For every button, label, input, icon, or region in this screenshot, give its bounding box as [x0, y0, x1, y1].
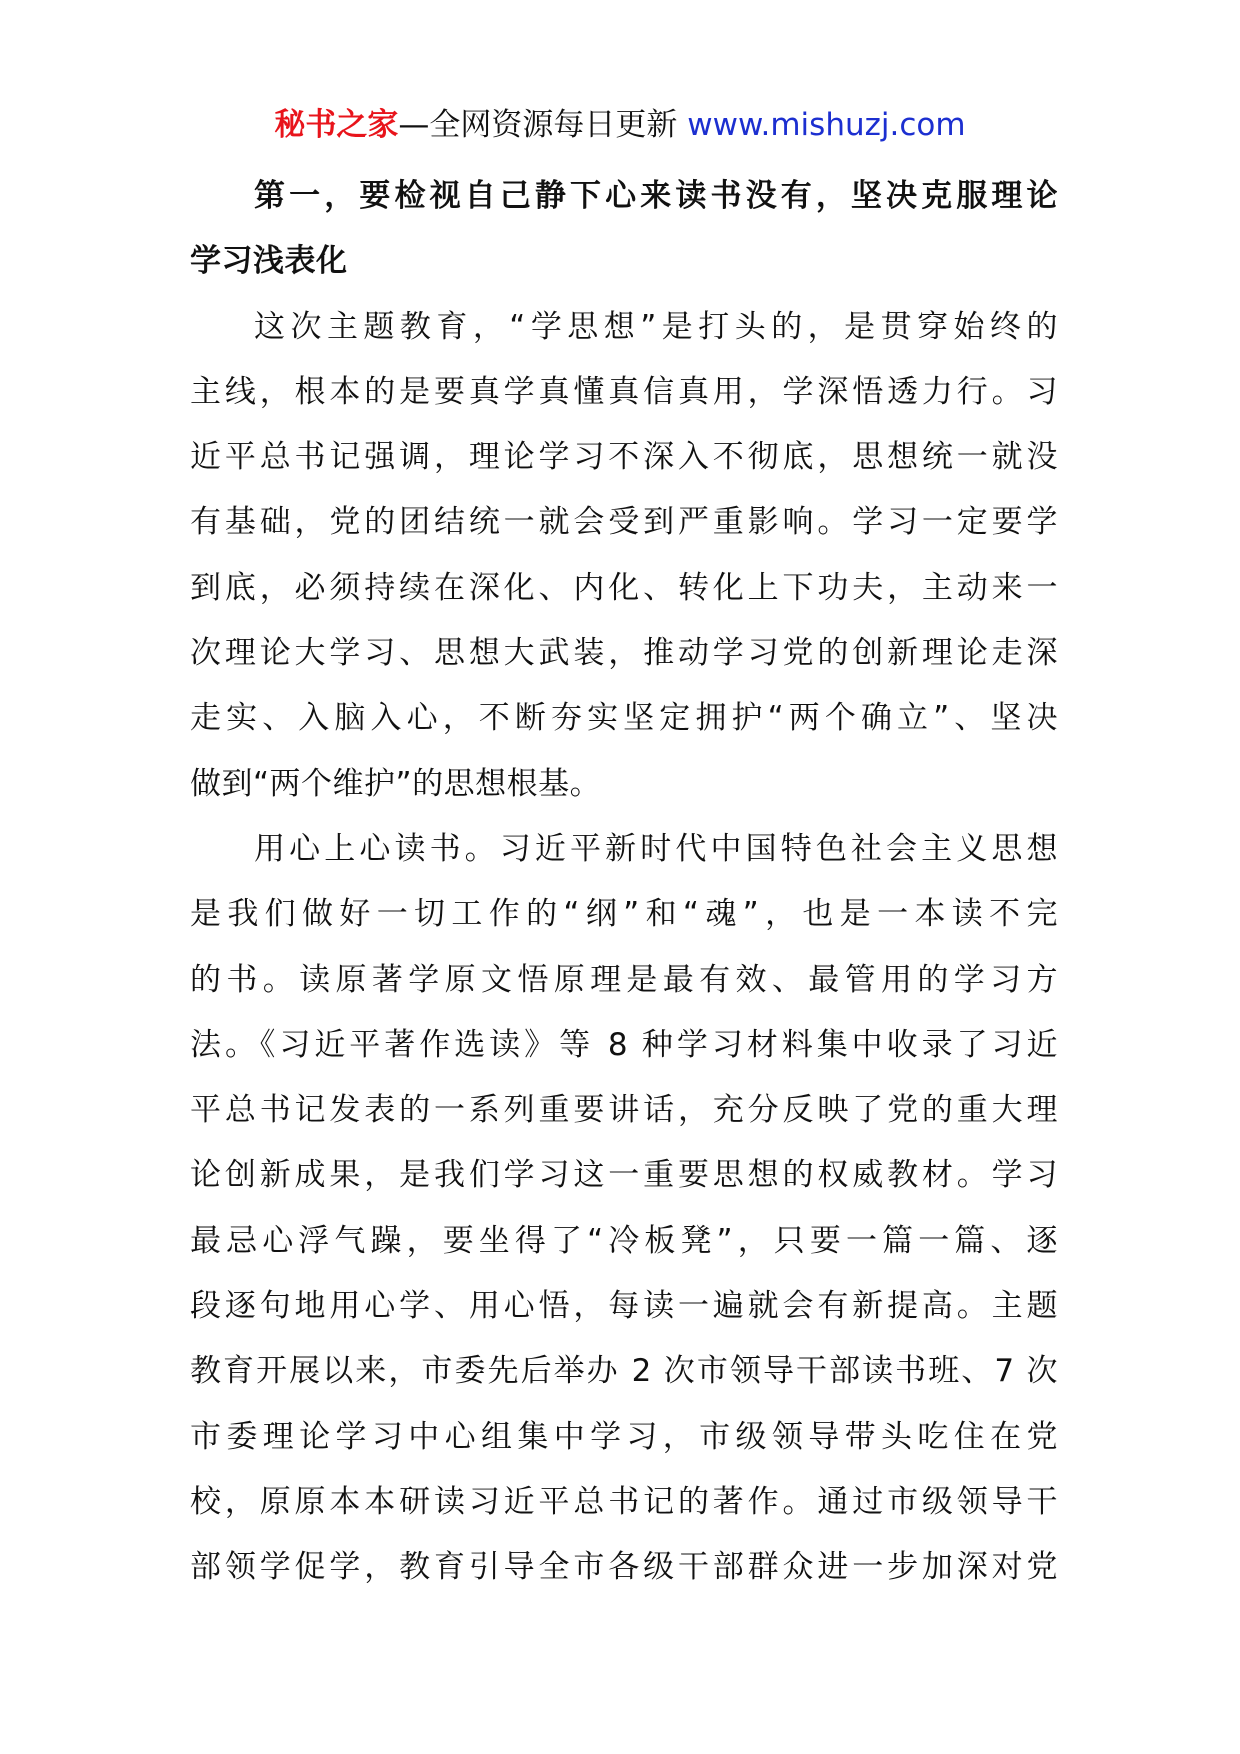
header-slogan: —全网资源每日更新: [398, 107, 688, 143]
paragraph-line: 这次主题教育，“学思想”是打头的，是贯穿始终的: [254, 308, 1058, 345]
page-header: [0, 100, 1240, 150]
paragraph-line: 的书。读原著学原文悟原理是最有效、最管用的学习方: [190, 961, 1058, 998]
paragraph-line: 论创新成果，是我们学习这一重要思想的权威教材。学习: [190, 1157, 1058, 1194]
paragraph-line: 段逐句地用心学、用心悟，每读一遍就会有新提高。主题: [190, 1288, 1058, 1325]
section-heading-line: 学习浅表化: [190, 243, 348, 280]
paragraph-line: 法。《习近平著作选读》等 8 种学习材料集中收录了习近: [190, 1026, 1058, 1063]
section-heading-line: 第一，要检视自己静下心来读书没有，坚决克服理论: [254, 178, 1058, 214]
paragraph-line: 做到“两个维护”的思想根基。: [190, 765, 602, 802]
paragraph-line: 平总书记发表的一系列重要讲话，充分反映了党的重大理: [190, 1092, 1058, 1129]
paragraph-line: 近平总书记强调，理论学习不深入不彻底，思想统一就没: [190, 439, 1058, 476]
paragraph-line: 用心上心读书。习近平新时代中国特色社会主义思想: [254, 830, 1058, 867]
paragraph-line: 最忌心浮气躁，要坐得了“冷板凳”，只要一篇一篇、逐: [190, 1222, 1058, 1259]
paragraph-line: 有基础，党的团结统一就会受到严重影响。学习一定要学: [190, 504, 1058, 541]
paragraph-line: 市委理论学习中心组集中学习，市级领导带头吃住在党: [190, 1418, 1058, 1455]
paragraph-line: 走实、入脑入心，不断夯实坚定拥护“两个确立”、坚决: [190, 700, 1058, 737]
paragraph-line: 是我们做好一切工作的“纲”和“魂”，也是一本读不完: [190, 896, 1058, 933]
website-url[interactable]: www.mishuzj.com: [687, 107, 966, 143]
paragraph-line: 部领学促学，教育引导全市各级干部群众进一步加深对党: [190, 1549, 1058, 1586]
brand-name: 秘书之家: [274, 107, 399, 143]
paragraph-line: 教育开展以来，市委先后举办 2 次市领导干部读书班、7 次: [190, 1353, 1058, 1390]
paragraph-line: 主线，根本的是要真学真懂真信真用，学深悟透力行。习: [190, 373, 1058, 410]
document-body: [190, 164, 1058, 1601]
paragraph-line: 校，原原本本研读习近平总书记的著作。通过市级领导干: [190, 1483, 1058, 1520]
paragraph-line: 次理论大学习、思想大武装，推动学习党的创新理论走深: [190, 635, 1058, 672]
paragraph-line: 到底，必须持续在深化、内化、转化上下功夫，主动来一: [190, 569, 1058, 606]
